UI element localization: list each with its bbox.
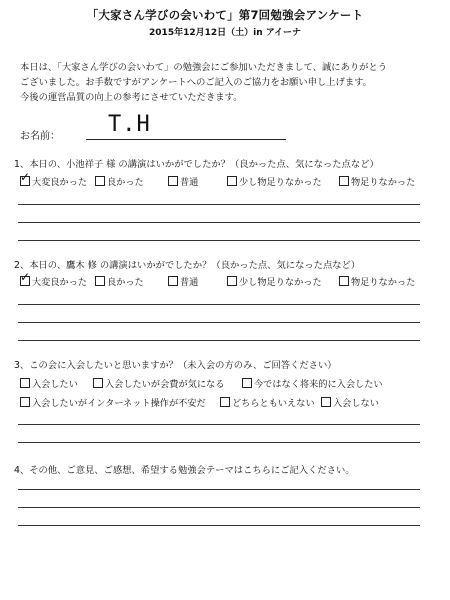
q3-option-3[interactable]: 今ではなく将来的に入会したい	[242, 376, 383, 390]
q4-answer-line[interactable]	[18, 489, 420, 490]
q4-answer-line[interactable]	[18, 507, 420, 508]
q2-answer-line[interactable]	[18, 340, 420, 341]
checkbox-icon[interactable]	[93, 378, 103, 388]
checkbox-icon[interactable]	[227, 176, 237, 186]
q3-option-1[interactable]: 入会したい	[20, 376, 78, 390]
intro-line-3: 今後の運営品質の向上の参考にさせていただきます。	[20, 92, 243, 103]
checkbox-icon[interactable]	[220, 397, 230, 407]
intro-line-1: 本日は、「大家さん学びの会いわて」の勉強会にご参加いただきまして、誠にありがとう	[20, 62, 388, 73]
survey-date-venue: 2015年12月12日（土）in アイーナ	[149, 28, 301, 38]
checkbox-icon[interactable]	[227, 276, 237, 286]
survey-title: 「大家さん学びの会いわて」第7回勉強会アンケート	[86, 8, 364, 22]
q2-option-2[interactable]: 良かった	[95, 274, 144, 288]
question-3: 3、この会に入会したいと思いますか？（未入会の方のみ、ご回答ください）	[14, 360, 337, 371]
q1-option-4[interactable]: 少し物足りなかった	[227, 174, 322, 188]
name-handwritten-value[interactable]: T.H	[108, 112, 151, 137]
q2-option-3[interactable]: 普通	[168, 274, 198, 288]
q4-answer-line[interactable]	[18, 525, 420, 526]
checkbox-icon[interactable]	[339, 276, 349, 286]
question-1: 1、本日の、小池祥子 様 の講演はいかがでしたか？（良かった点、気になった点など）	[14, 159, 379, 170]
q3-answer-line[interactable]	[18, 442, 420, 443]
question-2: 2、本日の、鷹木 修 の講演はいかがでしたか？（良かった点、気になった点など）	[14, 260, 361, 271]
checkbox-icon[interactable]	[20, 276, 30, 286]
checkbox-icon[interactable]	[339, 176, 349, 186]
q3-option-2[interactable]: 入会したいが会費が気になる	[93, 376, 224, 390]
q1-option-3[interactable]: 普通	[168, 174, 198, 188]
q3-option-5[interactable]: どちらともいえない	[220, 395, 315, 409]
q1-answer-line[interactable]	[18, 240, 420, 241]
q2-answer-line[interactable]	[18, 304, 420, 305]
q1-option-1[interactable]: ✓大変良かった	[20, 174, 87, 188]
name-label: お名前：	[20, 131, 60, 142]
q3-option-4[interactable]: 入会したいがインターネット操作が不安だ	[20, 395, 206, 409]
q1-answer-line[interactable]	[18, 204, 420, 205]
checkbox-icon[interactable]	[168, 176, 178, 186]
checkbox-icon[interactable]	[242, 378, 252, 388]
name-underline	[86, 139, 286, 140]
question-4: 4、その他、ご意見、ご感想、希望する勉強会テーマはこちらにご記入ください。	[14, 465, 355, 476]
intro-line-2: ございました。お手数ですがアンケートへのご記入のご協力をお願い申し上げます。	[20, 77, 372, 88]
checkbox-icon[interactable]	[168, 276, 178, 286]
q3-answer-line[interactable]	[18, 424, 420, 425]
q2-option-4[interactable]: 少し物足りなかった	[227, 274, 322, 288]
q2-answer-line[interactable]	[18, 322, 420, 323]
checkbox-icon[interactable]	[321, 397, 331, 407]
checkbox-icon[interactable]	[20, 397, 30, 407]
q2-option-1[interactable]: ✓大変良かった	[20, 274, 87, 288]
q1-option-5[interactable]: 物足りなかった	[339, 174, 415, 188]
checkbox-icon[interactable]	[95, 276, 105, 286]
q2-option-5[interactable]: 物足りなかった	[339, 274, 415, 288]
checkbox-icon[interactable]	[20, 378, 30, 388]
q1-option-2[interactable]: 良かった	[95, 174, 144, 188]
q3-option-6[interactable]: 入会しない	[321, 395, 379, 409]
checkbox-icon[interactable]	[20, 176, 30, 186]
q1-answer-line[interactable]	[18, 222, 420, 223]
checkbox-icon[interactable]	[95, 176, 105, 186]
